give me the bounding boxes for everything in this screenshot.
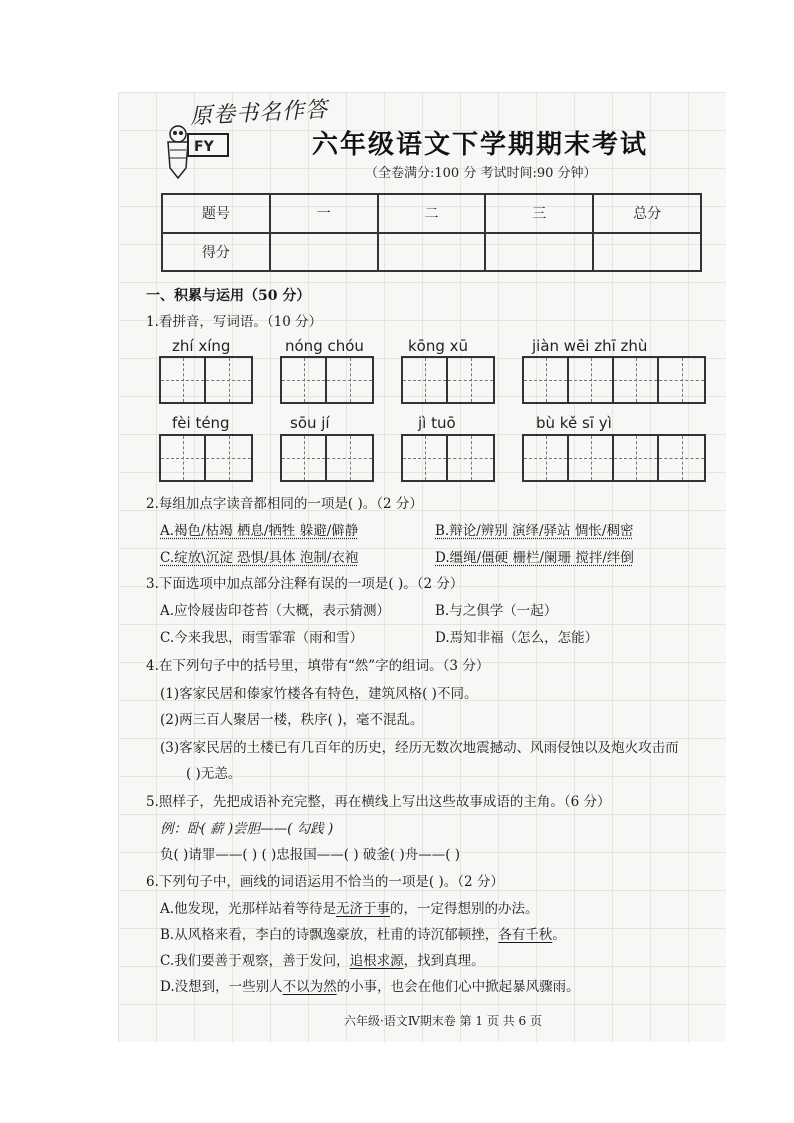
option-text: A.他发现，光那样站着等待是 xyxy=(160,901,337,917)
writing-grid[interactable] xyxy=(401,356,495,404)
table-cell: 二 xyxy=(378,194,486,233)
option-text: D.没想到，一些别人 xyxy=(160,979,283,995)
score-input-cell[interactable] xyxy=(593,233,701,272)
option-text: ，找到真理。 xyxy=(403,953,485,969)
pinyin-label: nóng chóu xyxy=(285,337,364,355)
pencil-mascot-logo xyxy=(160,120,230,180)
pinyin-label: jiàn wēi zhī zhù xyxy=(532,337,648,355)
question-3-title: 3.下面选项中加点部分注释有误的一项是( )。（2 分） xyxy=(146,576,464,592)
sentence-3-cont: ( )无恙。 xyxy=(186,766,242,782)
score-input-cell[interactable] xyxy=(378,233,486,272)
pinyin-label: bù kě sī yì xyxy=(536,414,612,432)
table-row xyxy=(162,194,701,233)
svg-text:FY: FY xyxy=(194,139,214,155)
option-d xyxy=(160,975,580,995)
option-c xyxy=(160,949,485,969)
option-d: D.缰绳/僵硬 栅栏/阑珊 搅拌/绊倒 xyxy=(435,550,634,566)
table-cell: 三 xyxy=(485,194,593,233)
underlined-phrase: 不以为然 xyxy=(282,979,337,995)
option-a: A.褐色/枯竭 栖息/牺牲 躲避/僻静 xyxy=(160,523,359,539)
underlined-phrase: 追根求源 xyxy=(349,953,404,969)
option-d: D.焉知非福（怎么，怎能） xyxy=(435,630,599,646)
pinyin-label: zhí xíng xyxy=(172,337,231,355)
question-2-title: 2.每组加点字读音都相同的一项是( )。（2 分） xyxy=(146,496,423,512)
underlined-phrase: 无济于事 xyxy=(336,901,391,917)
question-5-title: 5.照样子，先把成语补充完整，再在横线上写出这些故事成语的主角。（6 分） xyxy=(146,794,611,810)
section-heading: 一、积累与运用（50 分） xyxy=(146,288,311,304)
underlined-phrase: 各有千秋 xyxy=(498,927,553,943)
option-c: C.绽放\沉淀 恐惧/具体 泡制/衣袍 xyxy=(160,550,359,566)
writing-grid[interactable] xyxy=(280,356,374,404)
table-cell: 题号 xyxy=(162,194,270,233)
writing-grid[interactable] xyxy=(401,434,495,482)
exam-title: 六年级语文下学期期末考试 xyxy=(312,130,649,160)
pinyin-label: kōng xū xyxy=(408,337,469,355)
idiom-fill-line: 负( )请罪——( ) ( )忠报国——( ) 破釜( )舟——( ) xyxy=(160,847,461,863)
option-text: 的，一定得想别的办法。 xyxy=(390,901,539,917)
table-cell: 一 xyxy=(270,194,378,233)
score-input-cell[interactable] xyxy=(485,233,593,272)
question-1-title: 1.看拼音，写词语。（10 分） xyxy=(146,314,323,330)
score-input-cell[interactable] xyxy=(270,233,378,272)
example-line: 例：卧( 薪 )尝胆——( 勾践 ) xyxy=(160,821,334,837)
question-4-title: 4.在下列句子中的括号里，填带有“然”字的组词。（3 分） xyxy=(146,658,490,674)
handwritten-note: 原卷书名作答 xyxy=(189,97,329,130)
option-text: 。 xyxy=(552,927,566,943)
question-6-title: 6.下列句子中，画线的词语运用不恰当的一项是( )。（2 分） xyxy=(146,874,504,890)
option-c: C.今来我思，雨雪霏霏（雨和雪） xyxy=(160,630,364,646)
option-text: C.我们要善于观察，善于发问， xyxy=(160,953,350,969)
sentence-2: (2)两三百人聚居一楼，秩序( )，毫不混乱。 xyxy=(160,712,424,728)
table-cell: 得分 xyxy=(162,233,270,272)
option-a: A.应怜屐齿印苍苔（大概，表示猜测） xyxy=(160,603,391,619)
writing-grid[interactable] xyxy=(522,434,706,482)
writing-grid[interactable] xyxy=(280,434,374,482)
option-b: B.辩论/辨别 演绎/驿站 惆怅/稠密 xyxy=(435,523,634,539)
table-row xyxy=(162,233,701,272)
pinyin-label: sōu jí xyxy=(290,414,330,432)
option-a xyxy=(160,897,539,917)
option-b: B.与之俱学（一起） xyxy=(435,603,558,619)
writing-grid[interactable] xyxy=(159,434,253,482)
score-table xyxy=(161,193,702,272)
writing-grid[interactable] xyxy=(159,356,253,404)
option-text: 的小事，也会在他们心中掀起暴风骤雨。 xyxy=(336,979,580,995)
sentence-1: (1)客家民居和傣家竹楼各有特色，建筑风格( )不同。 xyxy=(160,686,478,702)
option-text: B.从风格来看，李白的诗飘逸豪放，杜甫的诗沉郁顿挫， xyxy=(160,927,499,943)
pinyin-label: jì tuō xyxy=(418,414,456,432)
table-cell: 总分 xyxy=(593,194,701,233)
exam-subtitle: （全卷满分:100 分 考试时间:90 分钟） xyxy=(365,166,597,181)
pinyin-label: fèi téng xyxy=(172,414,230,432)
writing-grid[interactable] xyxy=(522,356,706,404)
page-footer: 六年级·语文Ⅳ期末卷 第 1 页 共 6 页 xyxy=(344,1014,542,1028)
option-b xyxy=(160,923,566,943)
sentence-3: (3)客家民居的土楼已有几百年的历史，经历无数次地震撼动、风雨侵蚀以及炮火攻击而 xyxy=(160,740,679,756)
